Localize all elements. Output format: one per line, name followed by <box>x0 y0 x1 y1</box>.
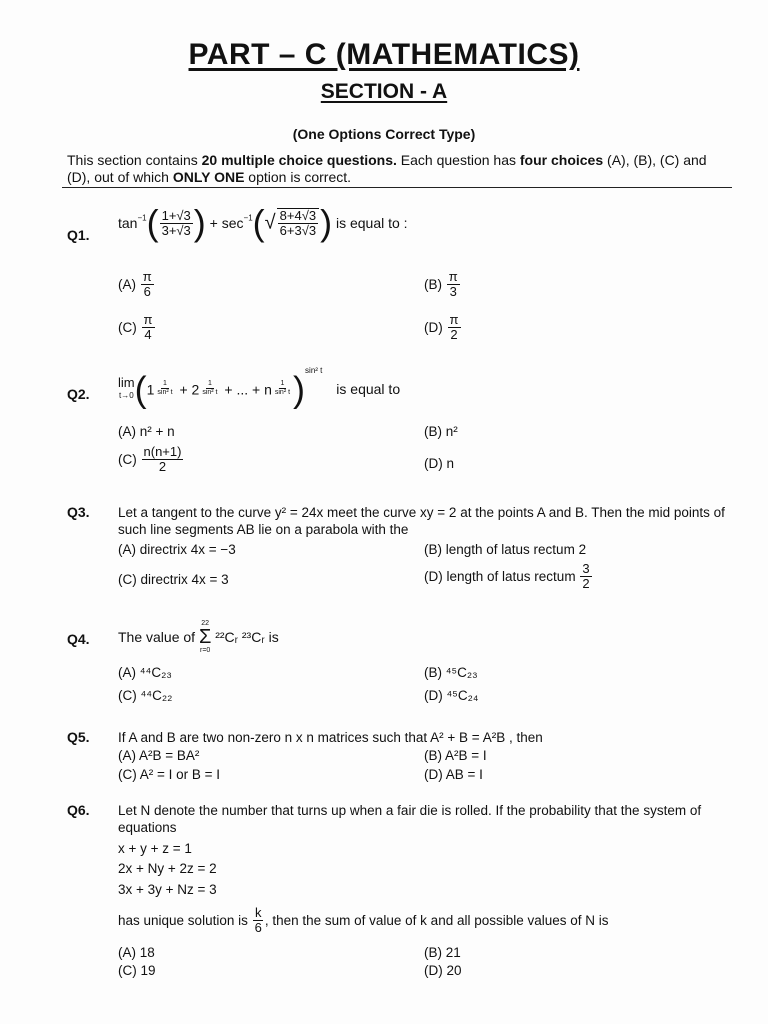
question-number-2: Q2. <box>67 386 90 402</box>
question-number-5: Q5. <box>67 729 90 745</box>
q1-option-a[interactable]: (A) $\frac{\pi}{6}$ <box>118 269 152 299</box>
q4-option-c[interactable]: (C) ⁴⁴C₂₂ <box>118 688 173 703</box>
q5-option-a[interactable]: (A) A²B = BA² <box>118 748 200 763</box>
section-heading: SECTION - A <box>320 80 448 103</box>
q3-option-b[interactable]: (B) length of latus rectum 2 <box>424 542 587 557</box>
q4-option-b[interactable]: (B) ⁴⁵C₂₃ <box>424 665 478 680</box>
divider <box>62 187 732 188</box>
question-5-text: If A and B are two non-zero n x n matrices such that A² + B = A²B , then <box>118 730 543 745</box>
q1-option-b[interactable]: (B) $\frac{\pi}{3}$ <box>424 269 458 299</box>
q5-option-d[interactable]: (D) AB = I <box>424 767 483 782</box>
page-title: PART – C (MATHEMATICS) <box>188 38 580 71</box>
q5-option-b[interactable]: (B) A²B = I <box>424 748 487 763</box>
question-number-3: Q3. <box>67 504 90 520</box>
section-instructions: This section contains 20 multiple choice questions. Each question has four choices (A), (B), (C) and (D), out of which ONLY ONE option is correct. <box>67 152 707 185</box>
q2-option-b[interactable]: (B) n² <box>424 424 458 439</box>
question-number-6: Q6. <box>67 802 90 818</box>
q6-option-d[interactable]: (D) 20 <box>424 963 462 978</box>
question-1-expression: $\tan^{-1}$( $\frac{1+√3}{3+√3}$ ) + $\sec^{-1}(√$ $\frac{8+4√3}{6+3√3}$ ) is equal to : <box>118 202 408 243</box>
q6-option-c[interactable]: (C) 19 <box>118 963 156 978</box>
question-number-1: Q1. <box>67 227 90 243</box>
q3-option-c[interactable]: (C) directrix 4x = 3 <box>118 572 229 587</box>
question-6-text: Let N denote the number that turns up when a fair die is rolled. If the probability that the system of equations <box>118 803 702 835</box>
q4-option-d[interactable]: (D) ⁴⁵C₂₄ <box>424 688 479 703</box>
q1-option-c[interactable]: (C) $\frac{\pi}{4}$ <box>118 312 153 342</box>
question-3-text: Let a tangent to the curve y² = 24x meet the curve xy = 2 at the points A and B. Then the mid points of such line segments AB lie on a parabola with the <box>118 505 725 537</box>
question-number-4: Q4. <box>67 631 90 647</box>
question-type: (One Options Correct Type) <box>292 126 476 142</box>
q3-option-d[interactable]: (D) length of latus rectum $\frac{3}{2}$ <box>424 561 590 591</box>
q6-option-b[interactable]: (B) 21 <box>424 945 461 960</box>
q4-option-a[interactable]: (A) ⁴⁴C₂₃ <box>118 665 172 680</box>
question-4-text: The value of 22 Σ r=0 ²²Cᵣ ²³Cᵣ is <box>118 620 279 654</box>
q6-equation-1: x + y + z = 1 <box>118 841 192 856</box>
q6-condition: has unique solution is $\frac{k}{6}$ , then the sum of value of k and all possible values of N is <box>118 905 609 935</box>
q6-option-a[interactable]: (A) 18 <box>118 945 155 960</box>
question-2-expression: lim t→0 (1 $\frac{1}{\text{sin² t}}$ + 2 $\frac{1}{\text{sin² t}}$ + ... + n $\frac{1}{\text{sin² t}}$ )$^{sin^2 t}$ is equal to <box>118 366 401 410</box>
q3-option-a[interactable]: (A) directrix 4x = −3 <box>118 542 236 557</box>
q2-option-a[interactable]: (A) n² + n <box>118 424 175 439</box>
q2-option-d[interactable]: (D) n <box>424 456 454 471</box>
q5-option-c[interactable]: (C) A² = I or B = I <box>118 767 221 782</box>
q1-option-d[interactable]: (D) $\frac{\pi}{2}$ <box>424 312 459 342</box>
q6-equation-2: 2x + Ny + 2z = 2 <box>118 861 217 876</box>
q2-option-c[interactable]: (C) $\frac{n(n+1)}{2}$ <box>118 444 182 474</box>
q6-equation-3: 3x + 3y + Nz = 3 <box>118 882 217 897</box>
